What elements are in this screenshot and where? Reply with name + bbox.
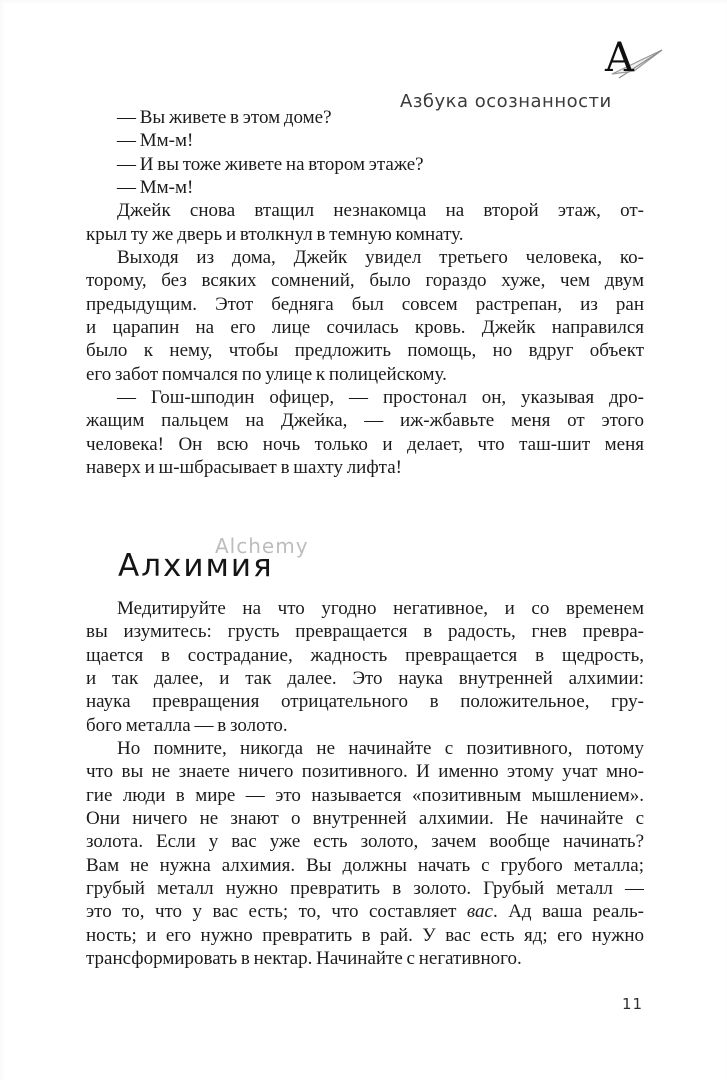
text-line: было к нему, чтобы предложить помощь, но вдруг объект — [86, 340, 644, 362]
text-line: — Мм-м! — [117, 176, 194, 198]
paragraph — [86, 246, 644, 386]
text-line: человека! Он всю ночь только и делает, что таш-шит меня — [86, 433, 644, 455]
alchemy-section — [86, 597, 644, 970]
page-number: 11 — [622, 995, 644, 1013]
text-line: — Вы живете в этом доме? — [117, 107, 332, 128]
text-line: крыл ту же дверь и втолкнул в темную комнату. — [86, 223, 464, 245]
paragraph — [86, 597, 644, 737]
text-line: золота. Если у вас уже есть золото, зачем вообще начинать? — [86, 831, 644, 853]
text-line: бого металла — в золото. — [86, 714, 288, 736]
text-line: Медитируйте на что угодно негативное, и со временем — [117, 598, 644, 619]
text-line: наука превращения отрицательного в положительное, гру- — [86, 691, 644, 713]
section-heading-english: Alchemy — [215, 534, 309, 558]
text-line: Джейк снова втащил незнакомца на второй этаж, от- — [117, 200, 644, 222]
logo-graphic — [604, 38, 666, 82]
paragraph — [86, 153, 644, 176]
text-line: торому, без всяких сомнений, было гораздо хуже, чем двум — [86, 270, 644, 292]
text-line: это то, что у вас есть; то, что составляет вас. Ад ваша реаль- — [86, 901, 644, 923]
text-line: его забот помчался по улице к полицейскому. — [86, 363, 447, 385]
text-line: что вы не знаете ничего позитивного. И именно этому учат мно- — [86, 761, 644, 783]
section-heading-russian: Алхимия — [118, 548, 274, 584]
paragraph — [86, 129, 644, 152]
paragraph — [86, 106, 644, 129]
logo-letter: A — [605, 38, 634, 81]
text-line: Вам не нужна алхимия. Вы должны начать с грубого металла; — [86, 854, 644, 876]
text-line: предыдущим. Этот бедняга был совсем растрепан, из ран — [86, 293, 644, 315]
text-line: трансформировать в нектар. Начинайте с негативного. — [86, 947, 522, 969]
paragraph — [86, 176, 644, 199]
text-line: вы изумитесь: грусть превращается в радость, гнев превра- — [86, 621, 644, 643]
letter-a-logo — [604, 38, 666, 82]
text-line: грубый металл нужно превратить в золото. Грубый металл — — [86, 877, 644, 899]
paragraph — [86, 737, 644, 970]
text-line: наверх и ш-шбрасывает в шахту лифта! — [86, 456, 402, 478]
text-line: Они ничего не знают о внутренней алхимии. Не начинайте с — [86, 807, 644, 829]
section-heading — [118, 534, 438, 596]
text-line: — Гош-шподин офицер, — простонал он, указывая дро- — [117, 386, 644, 408]
text-line: щается в сострадание, жадность превращается в щедрость, — [86, 644, 644, 666]
text-line: и царапин на его лице сочилась кровь. Джейк направился — [86, 316, 644, 338]
dialogue-section — [86, 106, 644, 479]
text-line: ность; и его нужно превратить в рай. У вас есть яд; его нужно — [86, 924, 644, 946]
text-line: жащим пальцем на Джейка, — иж-жбавьте меня от этого — [86, 410, 644, 432]
text-line: — И вы тоже живете на втором этаже? — [117, 153, 424, 175]
running-head: Азбука осознанности — [400, 91, 612, 112]
text-line: — Мм-м! — [117, 130, 194, 152]
page-header — [0, 38, 727, 112]
text-line: и так далее, и так далее. Это наука внутренней алхимии: — [86, 667, 644, 689]
text-line: Но помните, никогда не начинайте с позитивного, потому — [117, 737, 644, 759]
text-line: гие люди в мире — это называется «позитивным мышлением». — [86, 784, 644, 806]
paragraph — [86, 386, 644, 479]
text-line: Выходя из дома, Джейк увидел третьего человека, ко- — [117, 246, 644, 268]
paragraph — [86, 199, 644, 246]
